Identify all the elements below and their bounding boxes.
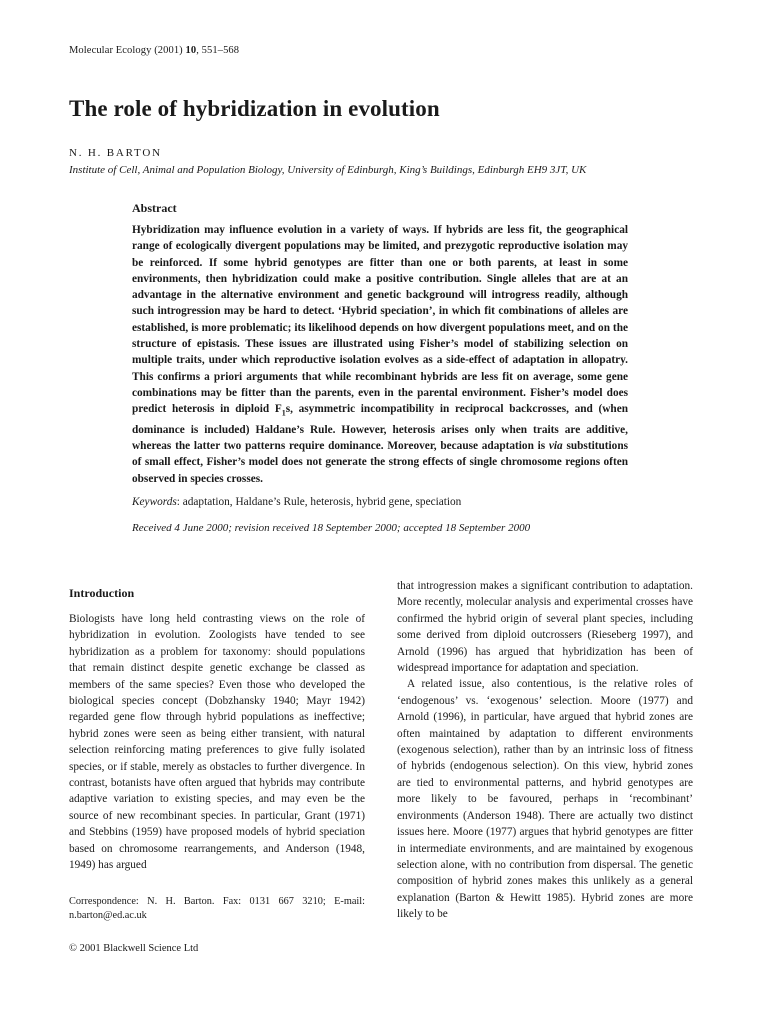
- author-name: N. H. BARTON: [69, 147, 162, 159]
- intro-paragraph-2: A related issue, also contentious, is the relative roles of ‘endogenous’ vs. ‘exogenous’ selection. Moore (1977) and Arnold (1996), in particular, have argued that hybrid zones are often maintained by adaptation to different environments (exogenous selection), rather than by an intrinsic loss of fitness of hybrids (endogenous selection). On this view, hybrid zones are tied to environmental patterns, and hybrid genotypes are more likely to be favoured, perhaps in ‘recombinant’ environments (Anderson 1948). There are actually two distinct issues here. Moore (1977) argues that hybrid genotypes are fitter in intermediate environments, and are maintained by exogenous selection alone, with no contribution from dispersal. The genetic composition of hybrid zones makes this unlikely as a general explanation (Barton & Hewitt 1985). Hybrid zones are more likely to be: [397, 678, 693, 921]
- abstract-via: via: [548, 440, 563, 453]
- copyright-notice: © 2001 Blackwell Science Ltd: [69, 943, 199, 954]
- received-dates: Received 4 June 2000; revision received 18 September 2000; accepted 18 September 2000: [132, 522, 531, 534]
- abstract-heading: Abstract: [132, 201, 177, 215]
- keywords-label: Keywords: [132, 496, 177, 508]
- introduction-heading: Introduction: [69, 586, 135, 600]
- journal-pages: , 551–568: [196, 45, 240, 56]
- right-column: [397, 578, 693, 923]
- abstract-text-part-1: Hybridization may influence evolution in a variety of ways. If hybrids are less fit, the geographical range of ecologically divergent populations may be limited, and prezygotic reproductive isolation may be reinforced. If some hybrid genotypes are fitter than one or both parents, at least in some environments, then hybridization could make a positive contribution. Single alleles that are at an advantage in the alternative environment and genetic background will introgress readily, although such introgression may be hard to detect. ‘Hybrid speciation’, in which fit combinations of alleles are established, is more problematic; its likelihood depends on how divergent populations meet, and on the structure of epistasis. These issues are illustrated using Fisher’s model of stabilizing selection on multiple traits, under which reproductive isolation evolves as a side-effect of adaptation in allopatry. This confirms a priori arguments that while recombinant hybrids are less fit on average, some gene combinations may be fitter than the parents, even in the parental environment. Fisher’s model does predict heterosis in diploid F: [132, 224, 628, 416]
- journal-citation: [69, 45, 239, 56]
- keywords-text: : adaptation, Haldane’s Rule, heterosis, hybrid gene, speciation: [176, 496, 462, 508]
- journal-volume: 10: [185, 45, 197, 56]
- article-title: The role of hybridization in evolution: [69, 96, 440, 121]
- f1-subscript: 1: [281, 408, 286, 418]
- intro-paragraph-1: Biologists have long held contrasting views on the role of hybridization in evolution. Zoologists have tended to see hybridization as a problem for taxonomy: should populations that remain distinct despite genetic exchange be classed as members of the same species? Even those who developed the biological species concept (Dobzhansky 1940; Mayr 1942) regarded gene flow through hybrid populations as ineffective; hybrid zones were seen as being either transient, with natural selection reinforcing mating preferences to give fully isolated species, or if stable, merely as obstacles to further divergence. In contrast, botanists have often argued that hybrids may contribute adaptive variation to existing species, and may even be the source of new recombinant species. In particular, Grant (1971) and Stebbins (1959) have proposed models of hybrid speciation based on chromosome rearrangements, and Anderson (1948, 1949) has argued: [69, 613, 365, 872]
- abstract-text-part-2: s, asymmetric incompatibility in reciprocal backcrosses, and (when dominance is included) Haldane’s Rule. However, heterosis arises only when traits are additive, whereas the latter two patterns require dominance. Moreover, because adaptation is: [132, 403, 628, 453]
- author-affiliation: Institute of Cell, Animal and Population Biology, University of Edinburgh, King’s Buildings, Edinburgh EH9 3JT, UK: [69, 164, 587, 176]
- correspondence-footnote: Correspondence: N. H. Barton. Fax: 0131 667 3210; E-mail: n.barton@ed.ac.uk: [69, 896, 365, 921]
- left-column: [69, 578, 365, 874]
- journal-prefix: Molecular Ecology (2001): [69, 45, 186, 56]
- abstract-text: [132, 222, 628, 487]
- abstract-section: [132, 200, 628, 536]
- keywords-line: [132, 495, 628, 510]
- abstract-text-part-3: substitutions of small effect, Fisher’s model does not generate the strong effects of single chromosome regions often observed in species crosses.: [132, 440, 628, 485]
- intro-paragraph-1-continued: that introgression makes a significant contribution to adaptation. More recently, molecular analysis and experimental crosses have confirmed the hybrid origin of several plant species, including some derived from diploid outcrossers (Rieseberg 1997), and Arnold (1996) has argued that hybridization has been of widespread importance for adaptation and speciation.: [397, 580, 693, 675]
